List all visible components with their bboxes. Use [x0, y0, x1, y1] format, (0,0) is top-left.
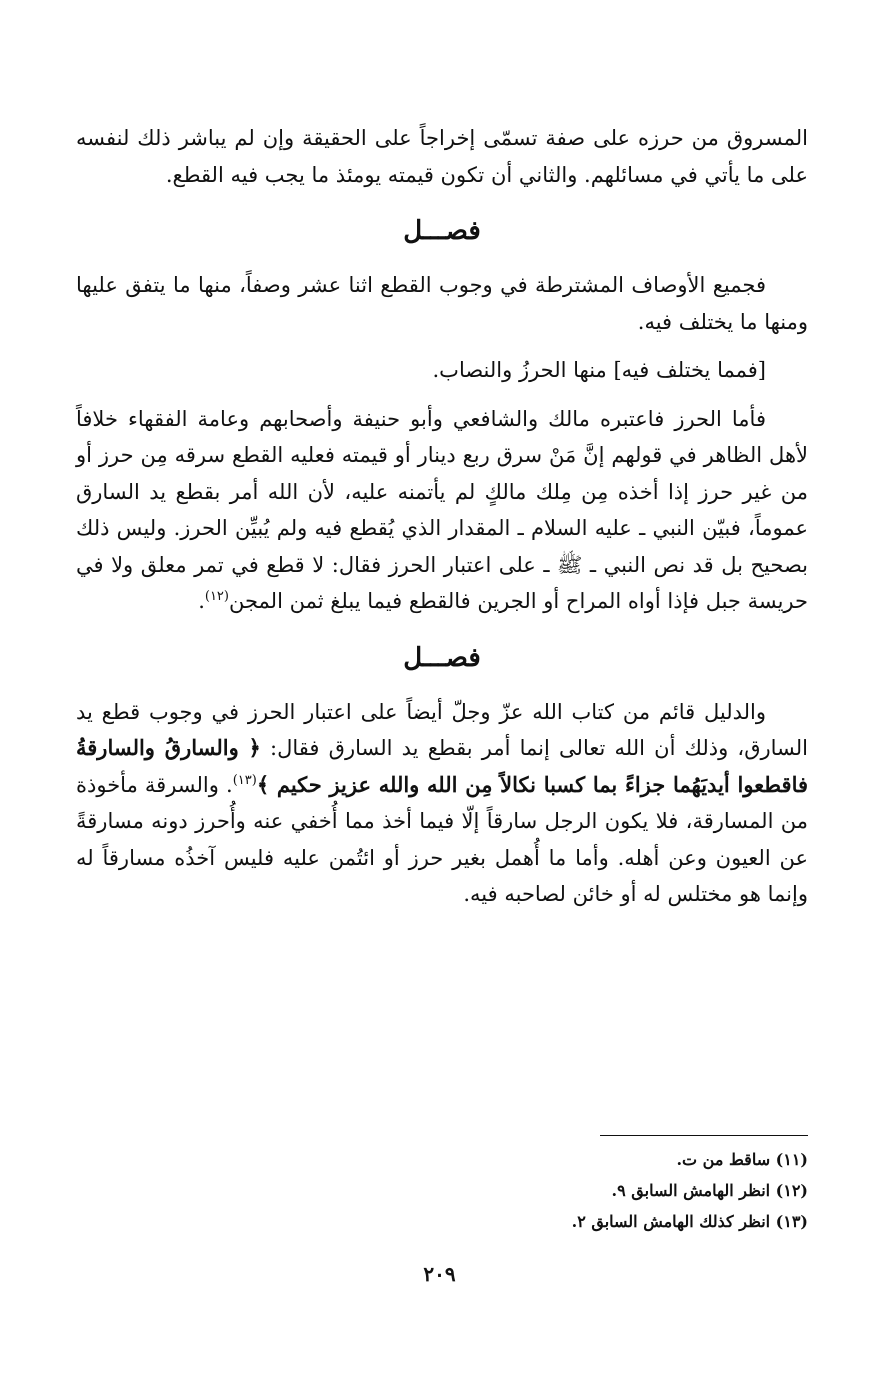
footnotes [400, 1144, 808, 1237]
paragraph-5 [76, 694, 808, 913]
section-title-1: فصـــل [403, 216, 481, 246]
footnote-ref-13: (١٣) [232, 772, 257, 788]
paragraph-4 [76, 401, 808, 620]
page-body [76, 120, 808, 925]
paragraph-4-text: فأما الحرز فاعتبره مالك والشافعي وأبو حنيفة وأصحابهم وعامة الفقهاء خلافاً لأهل الظاهر في قولهم إنَّ مَنْ سرق ربع دينار أو قيمته فعليه القطع سرقه مِن حرز أو من غير حرز إذا أخذه مِن مِلك مالكٍ لم يأتمنه عليه، لأن الله أمر بقطع يد السارق عموماً، فبيّن النبي ـ عليه السلام ـ المقدار الذي يُقطع فيه ولم يُبيِّن الحرز. وليس ذلك بصحيح بل قد نص النبي ـ ﷺ ـ على اعتبار الحرز فقال: لا قطع في تمر معلق ولا في حريسة جبل فإذا أواه المراح أو الجرين فالقطع فيما يبلغ ثمن المجن [76, 406, 808, 613]
quran-verse: ﴿ والسارقُ والسارقةُ فاقطعوا أيديَهُما جزاءً بما كسبا نكالاً مِن الله والله عزيز حكيم ﴾ [76, 735, 809, 797]
paragraph-1: المسروق من حرزه على صفة تسمّى إخراجاً على الحقيقة وإن لم يباشر ذلك لنفسه على ما يأتي في مسائلهم. والثاني أن تكون قيمته يومئذ ما يجب فيه القطع. [76, 126, 808, 187]
footnote-ref-12: (١٢) [204, 589, 229, 604]
paragraph-5-text: والدليل قائم من كتاب الله عزّ وجلّ أيضاً على اعتبار الحرز في وجوب قطع يد السارق، وذلك أن الله تعالى إنما أمر بقطع يد السارق فقال: [76, 699, 808, 760]
footnote-divider [600, 1135, 808, 1136]
footnote-11: (١١) ساقط من ت. [676, 1150, 808, 1169]
footnote-12: (١٢) انظر الهامش السابق ٩. [611, 1181, 808, 1200]
footnote-13: (١٣) انظر كذلك الهامش السابق ٢. [571, 1212, 808, 1231]
paragraph-2: فجميع الأوصاف المشترطة في وجوب القطع اثنا عشر وصفاً، منها ما يتفق عليها ومنها ما يختلف فيه. [76, 273, 808, 334]
paragraph-3: [فمما يختلف فيه] منها الحرزُ والنصاب. [432, 358, 766, 382]
paragraph-4-end: . [198, 589, 205, 613]
paragraph-5-end: . والسرقة مأخوذة من المسارقة، فلا يكون الرجل سارقاً إلّا فيما أخذ مما أُخفي عنه وأُحرز دونه مسارقةً عن العيون وعن أهله. وأما ما أُهمل بغير حرز أو ائتُمن عليه فليس آخذُه مسارقاً له وإنما هو مختلس له أو خائن لصاحبه فيه. [76, 772, 808, 906]
page-number: ٢٠٩ [423, 1262, 456, 1286]
section-title-2: فصـــل [403, 642, 481, 673]
